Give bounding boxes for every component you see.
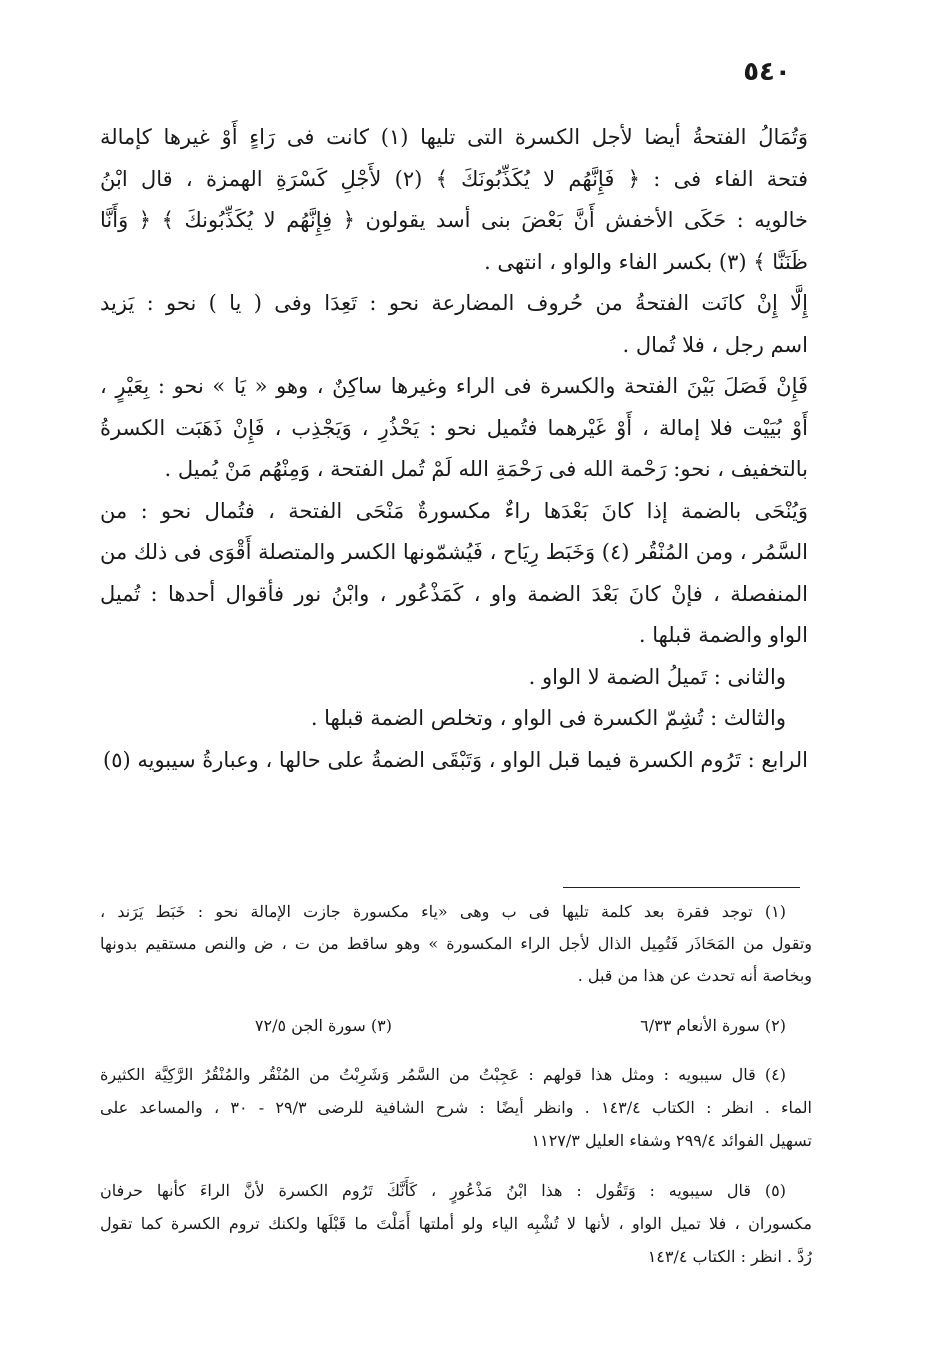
body-line: بالتخفيف ، نحو: رَحْمة الله فى رَحْمَةِ الله لَمْ تُمل الفتحة ، وَمِنْهُم مَنْ يُميل . [164, 457, 808, 481]
body-line: الواو والضمة قبلها . [638, 623, 808, 647]
footnote-1-line: وتقول من المَحَاذَر فَتُمِيل الذال لأجل الراء المكسورة » وهو ساقط من ت ، ض والنص مستقيم بدونها [100, 934, 812, 953]
footnote-separator [563, 887, 800, 888]
body-line: إِلَّا إِنْ كانَت الفتحةُ من حُروف المضارعة نحو : تَعِدَا وفى ( يا ) نحو : يَزيد [100, 291, 808, 315]
body-line: السَّمُر ، ومن المُنْقُر (٤) وَخَبَط رِيَاح ، فَيُشمّونها الكسر والمتصلة أَقْوَى فى ذلك من [100, 540, 808, 564]
body-line: وَتُمَالُ الفتحةُ أيضا لأجل الكسرة التى تليها (١) كانت فى رَاءٍ أَوْ غيرها كإمالة [100, 125, 808, 149]
footnote-3: (٣) سورة الجن ٧٢/٥ [254, 1016, 392, 1035]
body-line: ظَنَنَّا ﴾ (٣) بكسر الفاء والواو ، انتهى . [484, 250, 808, 274]
body-line: وَيُنْحَى بالضمة إذا كانَ بَعْدَها راءٌ مكسورةٌ مَنْحَى الفتحة ، فتُمال نحو : من [100, 499, 808, 523]
footnote-2-3-row [100, 1011, 812, 1043]
body-line: الرابع : تَرُوم الكسرة فيما قبل الواو ، وَتَبْقَى الضمةُ على حالها ، وعبارةُ سيبويه (٥) [103, 748, 808, 772]
body-line: خالويه : حَكَى الأخفش أَنَّ بَعْضَ بنى أسد يقولون ﴿ فِإِنَّهُم لا يُكَذِّبُونكَ ﴾ ﴿ وَأَنَّا [100, 208, 808, 232]
footnote-4-line: تسهيل الفوائد ٢٩٩/٤ وشفاء العليل ١١٢٧/٣ [531, 1131, 812, 1150]
footnote-4-line: (٤) قال سيبويه : ومثل هذا قولهم : عَجِبْتُ من السَّمُر وَشَرِبْتُ من المُنْقُر والمُنْقُرُ الرَّكِيَّة الكثيرة [100, 1065, 786, 1084]
footnote-4-line: الماء . انظر : الكتاب ١٤٣/٤ . وانظر أيضًا : شرح الشافية للرضى ٢٩/٣ - ٣٠ ، والمساعد على [100, 1098, 812, 1117]
body-line: أَوْ بُيَيْت فلا إمالة ، أَوْ غَيْرهما فتُميل نحو : يَحْذُرِ ، وَيَجْذِب ، فَإِنْ ذَهَبَت الكسرةُ [100, 416, 808, 440]
footnote-5-line: رُدَّ . انظر : الكتاب ١٤٣/٤ [647, 1247, 812, 1266]
body-line: والثانى : تَميلُ الضمة لا الواو . [528, 665, 786, 689]
footnote-1-line: (١) توجد فقرة بعد كلمة تليها فى ب وهى «ياء مكسورة جازت الإمالة نحو : خَبَط يَرَند ، [100, 902, 786, 921]
body-line: اسم رجل ، فلا تُمال . [622, 333, 808, 357]
body-line: فَإِنْ فَصَلَ بَيْنَ الفتحة والكسرة فى الراء وغيرها ساكِنٌ ، وهو « يَا » نحو : بِعَيْرٍ ، [100, 374, 808, 398]
page-number: ٥٤٠ [743, 57, 791, 87]
body-line: فتحة الفاء فى : ﴿ فَإِنَّهُم لا يُكَذِّبُونَكَ ﴾ (٢) لأَجْلِ كَسْرَةِ الهمزة ، قال ابْنُ [100, 167, 808, 191]
body-line: المنفصلة ، فإنْ كانَ بَعْدَ الضمة واو ، كَمَذْعُور ، وابْنُ نور فأقوال أحدها : تُميل [100, 582, 808, 606]
footnote-1-line: وبخاصة أنه تحدث عن هذا من قبل . [577, 966, 812, 985]
footnote-5-line: (٥) قال سيبويه : وَتَقُول : هذا ابْنُ مَذْعُورٍ ، كَأَنَّكَ تَرُوم الكسرة لأنَّ الراءَ كأنها حرفان [100, 1181, 786, 1200]
footnote-2: (٢) سورة الأنعام ٦/٣٣ [640, 1016, 786, 1035]
body-line: والثالث : تُشِمّ الكسرة فى الواو ، وتخلص الضمة قبلها . [310, 706, 786, 730]
footnote-5-line: مكسوران ، فلا تميل الواو ، لأنها لا تُشْبِه الياء ولو أملتها أَمَلْتَ ما قَبْلَها ولكنك تروم الكسرة كما تقول [100, 1214, 812, 1233]
